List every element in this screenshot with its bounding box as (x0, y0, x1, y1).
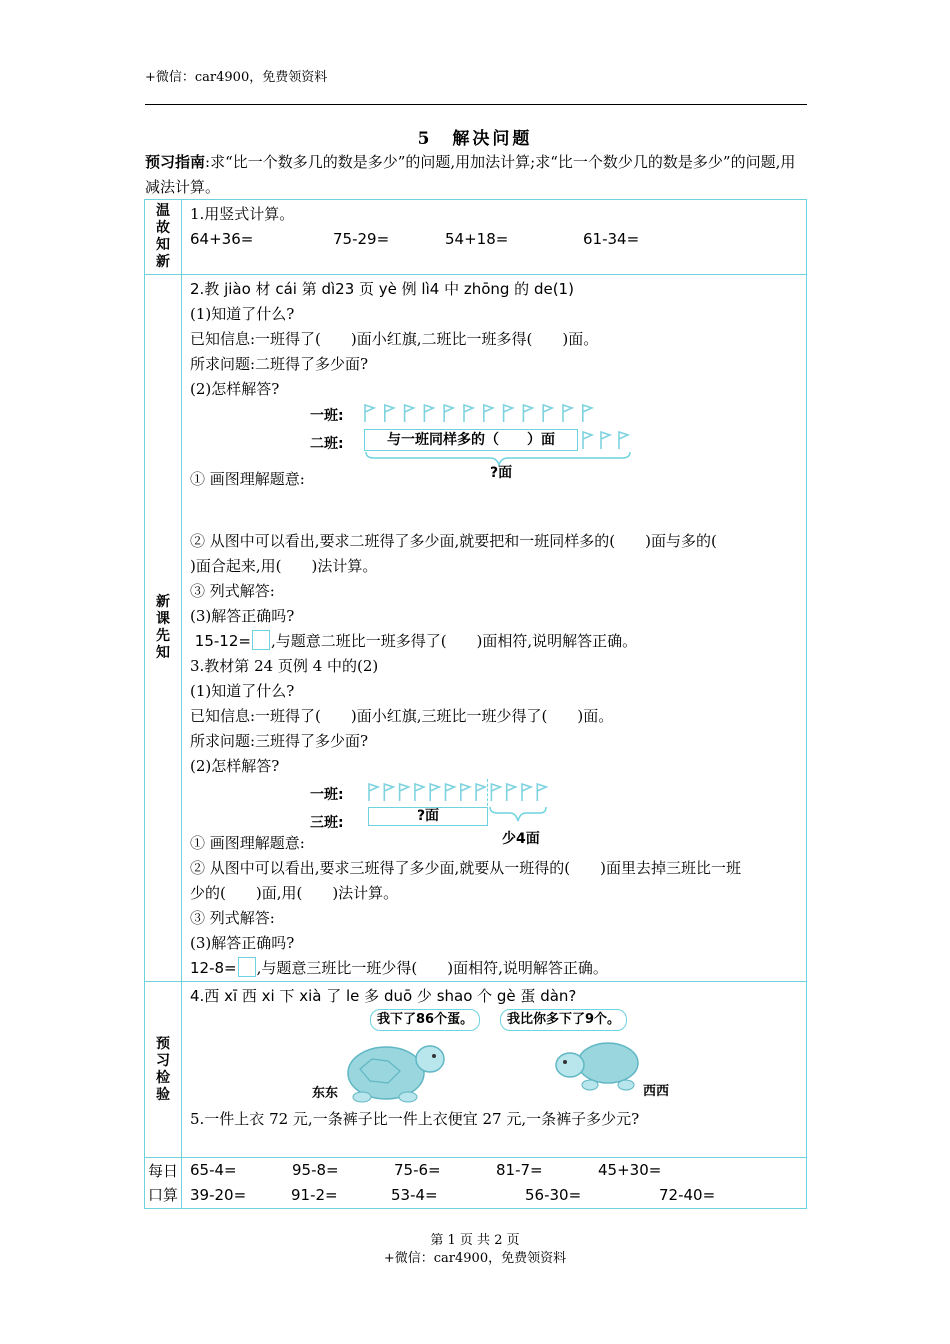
flag-icon (537, 784, 546, 801)
flag-icon (369, 784, 378, 801)
expr: 75-6= (394, 1161, 441, 1179)
flag-row-3 (366, 781, 556, 805)
speech-bubble: 我下了86个蛋。 (370, 1009, 480, 1031)
expr: 75-29= (333, 230, 390, 248)
answer-box[interactable] (252, 630, 270, 650)
q1-title: 1.用竖式计算。 (190, 205, 295, 223)
expr: 45+30= (598, 1161, 662, 1179)
answer-box[interactable] (238, 957, 256, 977)
expr: 64+36= (190, 230, 254, 248)
less-label: 少4面 (502, 831, 540, 847)
q3-line: (3)解答正确吗? (190, 934, 295, 952)
flag-icon (563, 405, 572, 422)
page-number: 第 1 页 共 2 页 (430, 1233, 520, 1248)
flag-icon (446, 784, 455, 801)
q3-line: (2)怎样解答? (190, 757, 280, 775)
q5-title: 5.一件上衣 72 元,一条裤子比一件上衣便宜 27 元,一条裤子多少元? (190, 1110, 640, 1128)
preview-content (182, 982, 807, 1158)
flag-icon (601, 432, 610, 449)
flag-icon (543, 405, 552, 422)
flag-icon (504, 405, 513, 422)
flag-diagram-2 (190, 779, 806, 831)
q3-line: 少的( )面,用( )法计算。 (190, 884, 399, 902)
review-exprs (190, 227, 806, 252)
flag-icon (400, 784, 409, 801)
q2-line: 已知信息:一班得了( )面小红旗,二班比一班多得( )面。 (190, 330, 599, 348)
q2-line: ③ 列式解答: (190, 582, 275, 600)
flag-icon (619, 432, 628, 449)
q2-line: (3)解答正确吗? (190, 607, 295, 625)
total-question: ?面 (490, 465, 513, 481)
footer-text: +微信：car4900，免费领资料 (383, 1251, 567, 1266)
flag-icon (522, 784, 531, 801)
daily-content (182, 1158, 807, 1209)
same-amount-box: 与一班同样多的（ ）面 (364, 429, 578, 451)
daily-row-1 (190, 1158, 806, 1183)
row-label: 二班: (310, 436, 344, 452)
expr: 95-8= (292, 1161, 339, 1179)
q3-line: 已知信息:一班得了( )面小红旗,三班比一班少得了( )面。 (190, 707, 614, 725)
q3-line: ② 从图中可以看出,要求三班得了多少面,就要从一班得的( )面里去掉三班比一班 (190, 859, 742, 877)
q2-line: (2)怎样解答? (190, 380, 280, 398)
expr: 72-40= (659, 1186, 716, 1204)
q2-line: ② 从图中可以看出,要求二班得了多少面,就要把和一班同样多的( )面与多的( (190, 532, 717, 550)
flag-icon (415, 784, 424, 801)
daily-row-2 (190, 1183, 806, 1208)
flag-icon (365, 405, 374, 422)
section-label-new: 新 课 先 知 (145, 275, 182, 982)
section-label-review: 温 故 知 新 (145, 200, 182, 275)
worksheet-table (144, 199, 807, 1209)
q3-title: 3.教材第 24 页例 4 中的(2) (190, 657, 379, 675)
q2-line: 所求问题:二班得了多少面? (190, 355, 369, 373)
flag-icon (384, 784, 393, 801)
q3-line: ① 画图理解题意: 少4面 (190, 831, 806, 856)
row-label: 一班: (310, 787, 344, 803)
flag-icon (444, 405, 453, 422)
flag-icon (476, 784, 485, 801)
flag-icon (484, 405, 493, 422)
flag-icon (430, 784, 439, 801)
flag-icon (385, 405, 394, 422)
q4-title: 4.西 xī 西 xi 下 xià 了 le 多 duō 少 shao 个 gè 蛋 dàn? (190, 987, 577, 1005)
page-title: 5 解决问题 (417, 129, 533, 149)
q3-line: (1)知道了什么? (190, 682, 295, 700)
review-content (182, 200, 807, 275)
expr: 65-4= (190, 1161, 237, 1179)
expr: 54+18= (445, 230, 509, 248)
flag-icon (583, 405, 592, 422)
flag-icon (583, 432, 592, 449)
name-label: 西西 (643, 1084, 670, 1099)
turtle-illustration (190, 1009, 806, 1107)
flag-diagram-1 (190, 402, 806, 467)
turtle-icon (338, 1029, 458, 1105)
section-label-daily: 每日 口算 (145, 1158, 182, 1209)
q2-line: ① 画图理解题意: ?面 (190, 467, 806, 492)
flag-icon (464, 405, 473, 422)
q2-check: 15-12= ,与题意二班比一班多得了( )面相符,说明解答正确。 (194, 632, 638, 650)
q2-title: 2.教 jiào 材 cái 第 dì23 页 yè 例 lì4 中 zhōng 的 de(1) (190, 280, 574, 298)
name-label: 东东 (312, 1086, 339, 1101)
unknown-box: ?面 (368, 807, 488, 826)
flag-icon (507, 784, 516, 801)
q3-line: ③ 列式解答: (190, 909, 275, 927)
q3-line: 所求问题:三班得了多少面? (190, 732, 369, 750)
q2-line: (1)知道了什么? (190, 305, 295, 323)
flag-icon (491, 784, 500, 801)
row-label: 三班: (310, 815, 344, 831)
header-divider (145, 104, 807, 105)
expr: 39-20= (190, 1186, 247, 1204)
expr: 56-30= (525, 1186, 582, 1204)
new-content (182, 275, 807, 982)
expr: 61-34= (583, 230, 640, 248)
section-label-preview: 预 习 检 验 (145, 982, 182, 1158)
speech-bubble: 我比你多下了9个。 (500, 1009, 627, 1031)
flag-icon (405, 405, 414, 422)
q3-check: 12-8= ,与题意三班比一班少得( )面相符,说明解答正确。 (190, 959, 608, 977)
row-label: 一班: (310, 408, 344, 424)
flag-icon (424, 405, 433, 422)
guide-text: :求“比一个数多几的数是多少”的问题,用加法计算;求“比一个数少几的数是多少”的问题,用减法计算。 (145, 153, 796, 196)
q2-line: )面合起来,用( )法计算。 (190, 557, 378, 575)
expr: 53-4= (391, 1186, 438, 1204)
guide-label: 预习指南 (145, 153, 206, 171)
header-text: +微信：car4900，免费领资料 (145, 70, 328, 85)
flag-icon (523, 405, 532, 422)
flag-row-1 (362, 402, 602, 426)
expr: 91-2= (291, 1186, 338, 1204)
turtle-icon (550, 1031, 646, 1095)
flag-icon (461, 784, 470, 801)
expr: 81-7= (496, 1161, 543, 1179)
preview-guide (145, 150, 805, 200)
